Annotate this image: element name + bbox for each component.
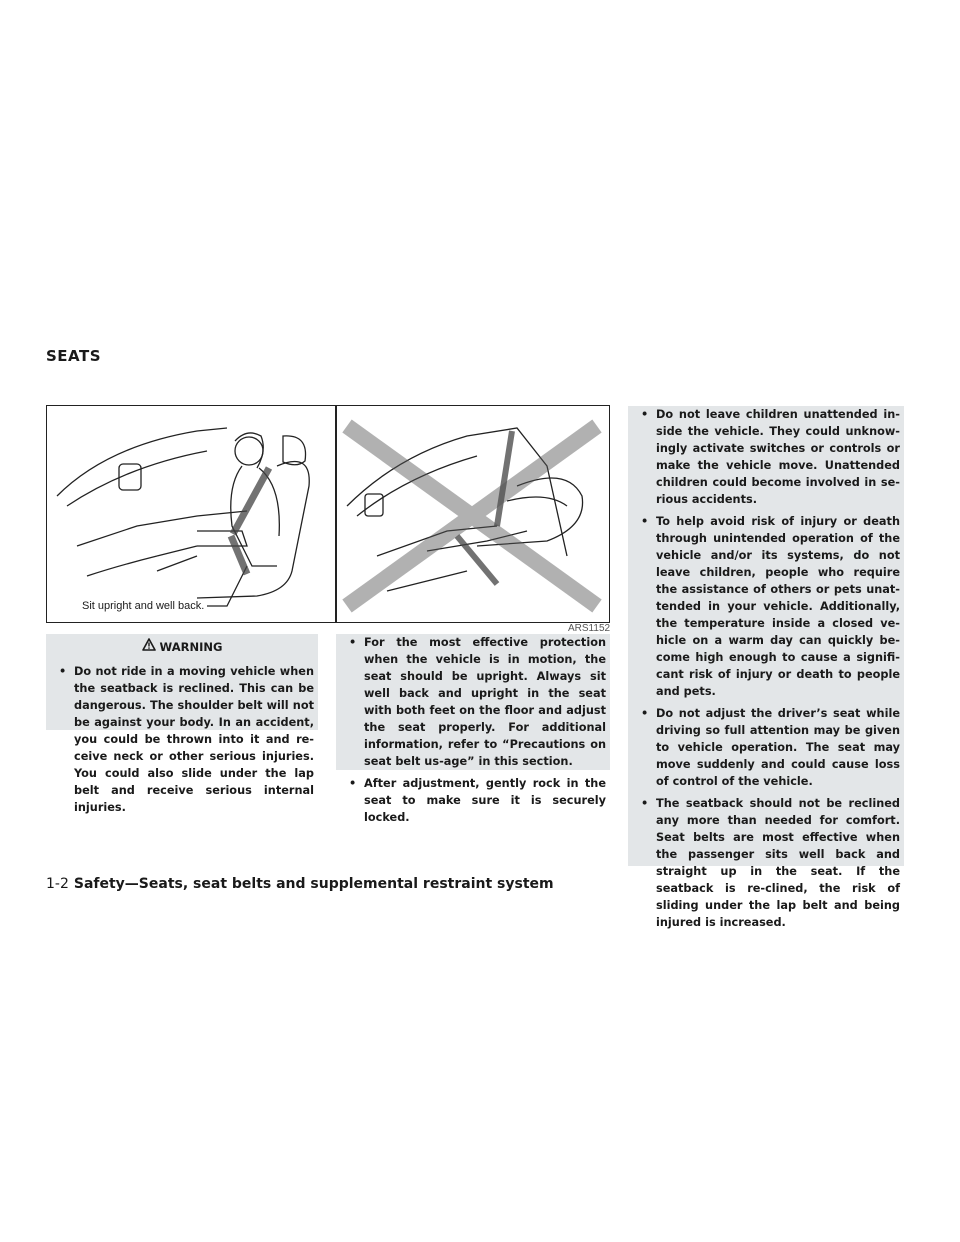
chapter-title: Safety—Seats, seat belts and supplemental restraint system xyxy=(73,876,554,892)
warning-triangle-icon xyxy=(142,638,156,656)
list-item: • To help avoid risk of injury or death through unintended operation of the vehicle and/or its systems, do not leave children, people who require the assistance of others or pets unat-tended in your vehicle. Additionally, the temperature inside a closed ve-hicle on a warm day can quickly be-come high enough to cause a signifi-cant risk of injury or death to people and pets. xyxy=(632,513,900,700)
figure-caption: Sit upright and well back. xyxy=(79,600,207,612)
list-item: • For the most effective protection when the vehicle is in motion, the seat should be upright. Always sit well back and upright in the seat with both feet on the floor and adjust the seat properly. For additional information, refer to “Precautions on seat belt us-age” in this section. xyxy=(340,634,606,770)
warning-header xyxy=(46,634,318,660)
warning-list xyxy=(50,663,314,816)
section-title: SEATS xyxy=(46,347,102,365)
list-item: • After adjustment, gently rock in the seat to make sure it is securely locked. xyxy=(340,775,606,826)
page-number: 1-2 xyxy=(46,876,69,892)
seating-illustration xyxy=(46,405,610,623)
warning-list-2 xyxy=(340,634,606,826)
list-item: • Do not ride in a moving vehicle when the seatback is reclined. This can be dangerous. The shoulder belt will not be against your body. In an accident, you could be thrown into it and re-ceive neck or other serious injuries. You could also slide under the lap belt and receive serious internal injuries. xyxy=(50,663,314,816)
warning-continued-box-2 xyxy=(628,406,904,929)
list-item: • Do not adjust the driver’s seat while driving so full attention may be given to vehicle operation. The seat may move suddenly and could cause loss of control of the vehicle. xyxy=(632,705,900,790)
warning-title: WARNING xyxy=(159,639,223,654)
list-item: • The seatback should not be reclined any more than needed for comfort. Seat belts are most effective when the passenger sits well back and straight up in the seat. If the seatback is re-clined, the risk of sliding under the lap belt and being injured is increased. xyxy=(632,795,900,931)
figure-divider xyxy=(335,406,337,622)
warning-list-3 xyxy=(632,406,900,931)
figure-id: ARS1152 xyxy=(568,623,611,634)
warning-continued-box xyxy=(336,634,610,824)
page-footer xyxy=(46,876,554,892)
warning-box xyxy=(46,634,318,814)
list-item: • Do not leave children unattended in-side the vehicle. They could unknow-ingly activate switches or controls or make the vehicle move. Unattended children could become involved in se-rious accidents. xyxy=(632,406,900,508)
seating-drawing xyxy=(47,406,611,624)
